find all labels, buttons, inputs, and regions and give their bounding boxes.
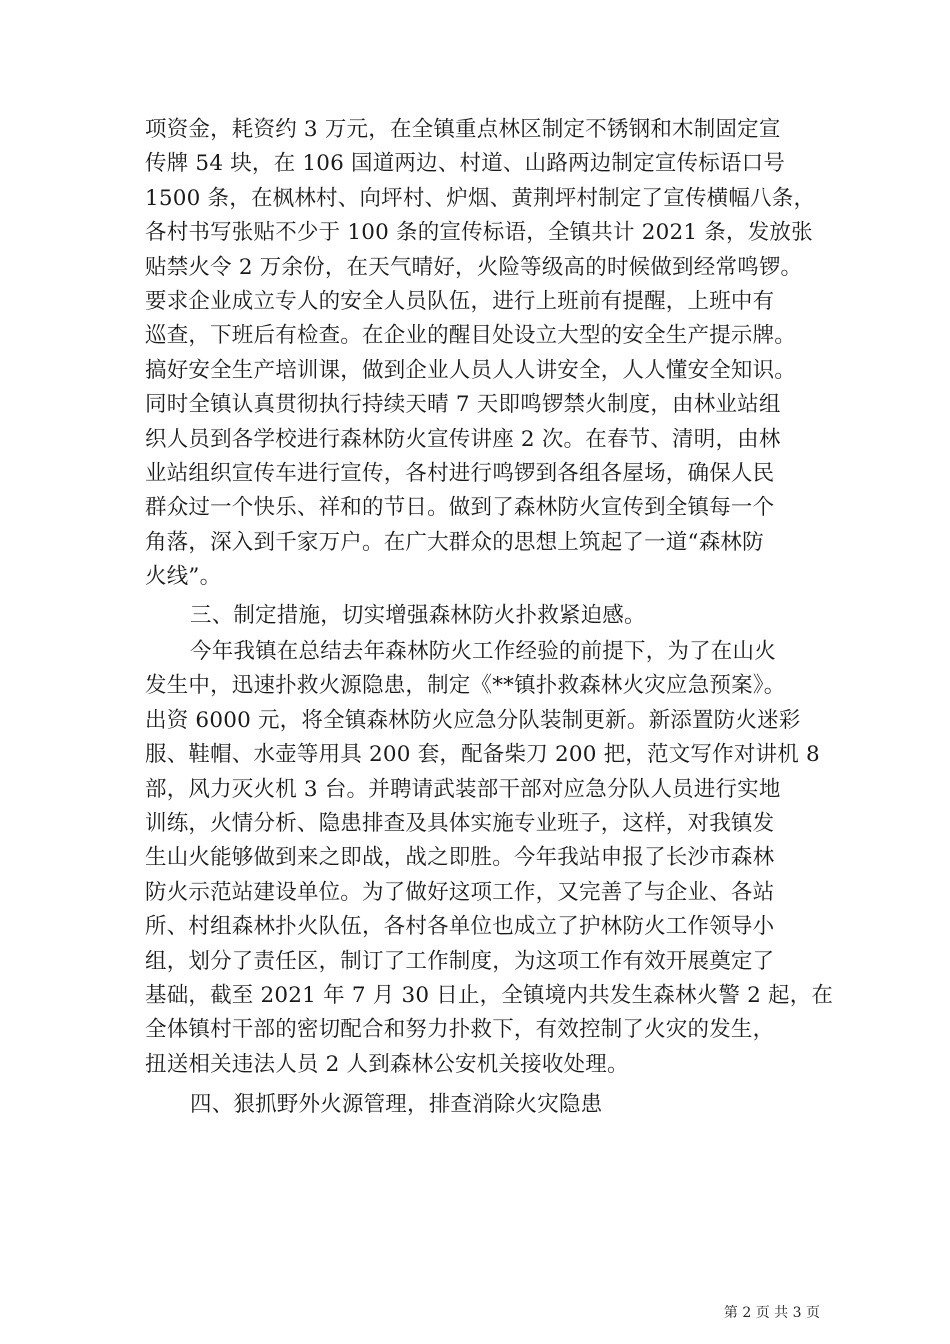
paragraph-line: 1500 条，在枫林村、向坪村、炉烟、黄荆坪村制定了宣传横幅八条，: [145, 185, 816, 211]
paragraph-line: 火线”。: [145, 564, 222, 590]
paragraph-line: 各村书写张贴不少于 100 条的宣传标语，全镇共计 2021 条，发放张: [145, 220, 813, 246]
section-heading-3: 三、制定措施，切实增强森林防火扑救紧迫感。: [190, 602, 646, 628]
paragraph-line: 群众过一个快乐、祥和的节日。做到了森林防火宣传到全镇每一个: [145, 495, 775, 521]
paragraph-line: 训练，火情分析、隐患排查及具体实施专业班子，这样，对我镇发: [145, 811, 775, 836]
paragraph-line: 贴禁火令 2 万余份，在天气晴好，火险等级高的时候做到经常鸣锣。: [145, 254, 803, 280]
paragraph-line: 业站组织宣传车进行宣传，各村进行鸣锣到各组各屋场，确保人民: [145, 461, 775, 486]
paragraph-line: 要求企业成立专人的安全人员队伍，进行上班前有提醒，上班中有: [145, 289, 775, 314]
paragraph-line: 发生中，迅速扑救火源隐患，制定《**镇扑救森林火灾应急预案》。: [145, 673, 786, 699]
paragraph-line: 角落，深入到千家万户。在广大群众的思想上筑起了一道“森林防: [145, 529, 764, 555]
paragraph-line: 生山火能够做到来之即战，战之即胜。今年我站申报了长沙市森林: [145, 845, 775, 871]
paragraph-line: 防火示范站建设单位。为了做好这项工作，又完善了与企业、各站: [145, 879, 775, 905]
paragraph-line: 织人员到各学校进行森林防火宣传讲座 2 次。在春节、清明，由林: [145, 426, 781, 452]
paragraph-line: 今年我镇在总结去年森林防火工作经验的前提下，为了在山火: [190, 639, 776, 664]
paragraph-line: 搞好安全生产培训课，做到企业人员人人讲安全，人人懂安全知识。: [145, 357, 797, 383]
paragraph-line: 出资 6000 元，将全镇森林防火应急分队装制更新。新添置防火迷彩: [145, 707, 801, 733]
page-number: 第 2 页 共 3 页: [723, 1305, 820, 1321]
paragraph-line: 传牌 54 块，在 106 国道两边、村道、山路两边制定宣传标语口号: [145, 151, 786, 177]
paragraph-line: 基础，截至 2021 年 7 月 30 日止，全镇境内共发生森林火警 2 起，在: [145, 983, 834, 1008]
paragraph-line: 服、鞋帽、水壶等用具 200 套，配备柴刀 200 把，范文写作对讲机 8: [145, 742, 820, 768]
paragraph-line: 同时全镇认真贯彻执行持续天晴 7 天即鸣锣禁火制度，由林业站组: [145, 392, 781, 418]
section-heading-4: 四、狠抓野外火源管理，排查消除火灾隐患: [190, 1092, 603, 1118]
paragraph-line: 所、村组森林扑火队伍，各村各单位也成立了护林防火工作领导小: [145, 914, 775, 940]
paragraph-line: 扭送相关违法人员 2 人到森林公安机关接收处理。: [145, 1051, 629, 1077]
paragraph-line: 组，划分了责任区，制订了工作制度，为这项工作有效开展奠定了: [145, 948, 775, 974]
paragraph-line: 项资金，耗资约 3 万元，在全镇重点林区制定不锈钢和木制固定宣: [145, 117, 781, 142]
paragraph-line: 全体镇村干部的密切配合和努力扑救下，有效控制了火灾的发生，: [145, 1017, 775, 1043]
paragraph-line: 巡查，下班后有检查。在企业的醒目处设立大型的安全生产提示牌。: [145, 323, 797, 349]
paragraph-line: 部，风力灭火机 3 台。并聘请武装部干部对应急分队人员进行实地: [145, 776, 781, 802]
